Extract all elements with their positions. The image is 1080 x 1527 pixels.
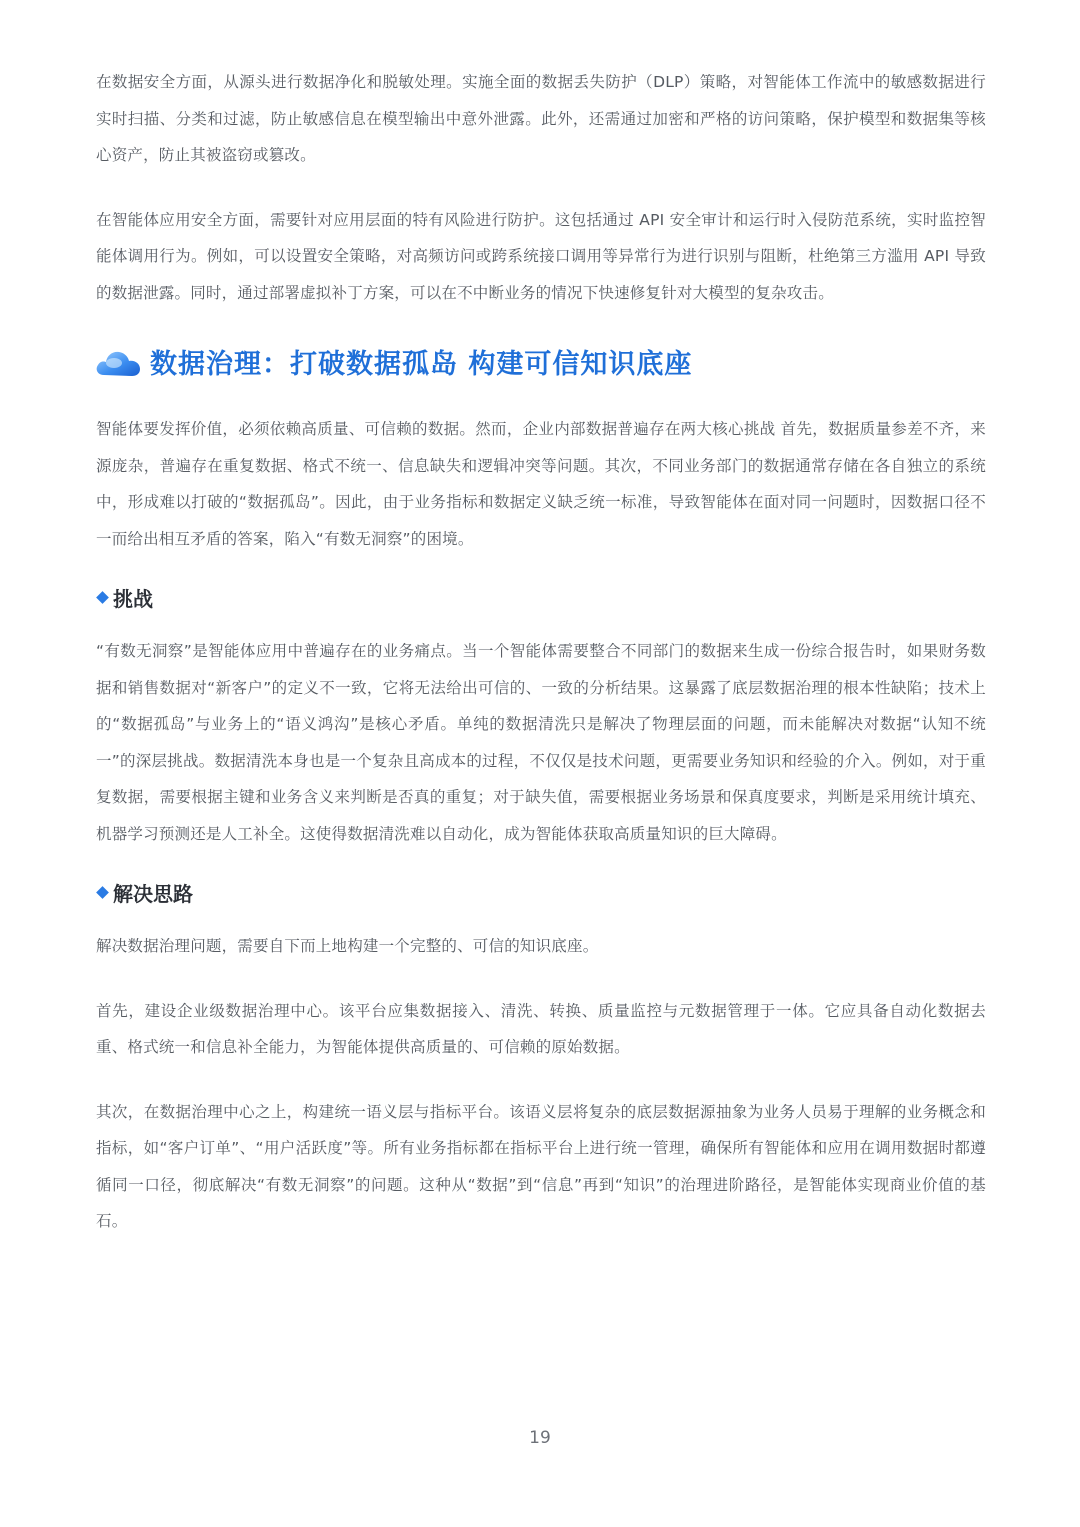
section-title xyxy=(94,333,986,389)
solution-heading xyxy=(96,874,986,910)
cloud-icon xyxy=(94,343,142,379)
diamond-bullet-icon xyxy=(96,886,109,899)
section-title-text: 数据治理：打破数据孤岛 构建可信知识底座 xyxy=(150,348,693,380)
challenge-heading-text: 挑战 xyxy=(113,586,153,611)
challenge-heading xyxy=(96,579,986,615)
document-page xyxy=(96,64,986,1240)
solution-heading-text: 解决思路 xyxy=(113,881,193,906)
diamond-bullet-icon xyxy=(96,591,109,604)
paragraph-section-intro: 智能体要发挥价值，必须依赖高质量、可信赖的数据。然而，企业内部数据普遍存在两大核心挑战 首先，数据质量参差不齐，来源庞杂，普遍存在重复数据、格式不统一、信息缺失和逻辑冲突等问题。其次，不同业务部门的数据通常存储在各自独立的系统中，形成难以打破的“数据孤岛”。因此，由于业务指标和数据定义缺乏统一标准，导致智能体在面对同一问题时，因数据口径不一而给出相互矛盾的答案，陷入“有数无洞察”的困境。 xyxy=(96,420,986,548)
paragraph-challenge: “有数无洞察”是智能体应用中普遍存在的业务痛点。当一个智能体需要整合不同部门的数据来生成一份综合报告时，如果财务数据和销售数据对“新客户”的定义不一致，它将无法给出可信的、一致的分析结果。这暴露了底层数据治理的根本性缺陷；技术上的“数据孤岛”与业务上的“语义鸿沟”是核心矛盾。单纯的数据清洗只是解决了物理层面的问题，而未能解决对数据“认知不统一”的深层挑战。数据清洗本身也是一个复杂且高成本的过程，不仅仅是技术问题，更需要业务知识和经验的介入。例如，对于重复数据，需要根据主键和业务含义来判断是否真的重复；对于缺失值，需要根据业务场景和保真度要求，判断是采用统计填充、机器学习预测还是人工补全。这使得数据清洗难以自动化，成为智能体获取高质量知识的巨大障碍。 xyxy=(96,642,986,843)
paragraph-app-security: 在智能体应用安全方面，需要针对应用层面的特有风险进行防护。这包括通过 API 安全审计和运行时入侵防范系统，实时监控智能体调用行为。例如，可以设置安全策略，对高频访问或跨系统接口调用等异常行为进行识别与阻断，杜绝第三方滥用 API 导致的数据泄露。同时，通过部署虚拟补丁方案，可以在不中断业务的情况下快速修复针对大模型的复杂攻击。 xyxy=(96,210,986,302)
paragraph-solution-intro: 解决数据治理问题，需要自下而上地构建一个完整的、可信的知识底座。 xyxy=(96,937,599,955)
paragraph-solution-second: 其次，在数据治理中心之上，构建统一语义层与指标平台。该语义层将复杂的底层数据源抽象为业务人员易于理解的业务概念和指标，如“客户订单”、“用户活跃度”等。所有业务指标都在指标平台上进行统一管理，确保所有智能体和应用在调用数据时都遵循同一口径，彻底解决“有数无洞察”的问题。这种从“数据”到“信息”再到“知识”的治理进阶路径，是智能体实现商业价值的基石。 xyxy=(96,1102,986,1230)
paragraph-solution-first: 首先，建设企业级数据治理中心。该平台应集数据接入、清洗、转换、质量监控与元数据管理于一体。它应具备自动化数据去重、格式统一和信息补全能力，为智能体提供高质量的、可信赖的原始数据。 xyxy=(96,1001,986,1056)
paragraph-data-security: 在数据安全方面，从源头进行数据净化和脱敏处理。实施全面的数据丢失防护（DLP）策略，对智能体工作流中的敏感数据进行实时扫描、分类和过滤，防止敏感信息在模型输出中意外泄露。此外，还需通过加密和严格的访问策略，保护模型和数据集等核心资产，防止其被盗窃或篡改。 xyxy=(96,73,986,164)
page-number: 19 xyxy=(529,1428,551,1448)
